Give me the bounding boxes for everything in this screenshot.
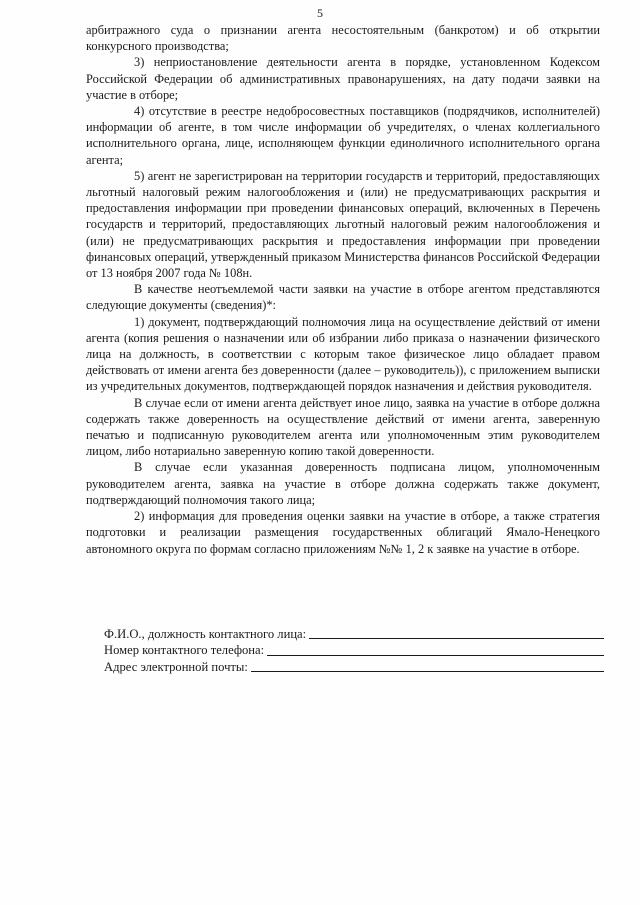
email-line bbox=[251, 659, 604, 672]
paragraph-documents-intro: В качестве неотъемлемой части заявки на участие в отборе агентом представляются следующие документы (сведения)*: bbox=[86, 282, 600, 313]
paragraph-item-5: 5) агент не зарегистрирован на территории государств и территорий, предоставляющих льготный налоговый режим налогообложения и (или) не предусматривающих раскрытия и предоставления информации при проведении финансовых операций, включенных в Перечень государств и территорий, предоставляющих льготный налоговый режим налогообложения и (или) не предусматривающих раскрытия и предоставления информации при проведении финансовых операций, утвержденный приказом Министерства финансов Российской Федерации от 13 ноября 2007 года № 108н. bbox=[86, 168, 600, 281]
email-row bbox=[104, 659, 604, 675]
phone-label: Номер контактного телефона: bbox=[104, 643, 265, 658]
paragraph-document-2: 2) информация для проведения оценки заявки на участие в отборе, а также стратегия подготовки и реализации размещения государственных облигаций Ямало-Ненецкого автономного округа по формам согласно приложениям №№ 1, 2 к заявке на участие в отборе. bbox=[86, 509, 600, 556]
paragraph-item-3: 3) неприостановление деятельности агента в порядке, установленном Кодексом Российской Федерации об административных правонарушениях, на дату подачи заявки на участие в отборе; bbox=[86, 55, 600, 102]
paragraph-bankruptcy: арбитражного суда о признании агента несостоятельным (банкротом) и об открытии конкурсного производства; bbox=[86, 23, 600, 54]
contact-form bbox=[104, 626, 604, 675]
phone-line bbox=[267, 643, 604, 656]
email-label: Адрес электронной почты: bbox=[104, 659, 248, 674]
phone-row bbox=[104, 642, 604, 658]
paragraph-power-of-attorney: В случае если от имени агента действует иное лицо, заявка на участие в отборе должна содержать также доверенность на осуществление действий от имени агента, заверенную печатью и подписанную руководителем агента или уполномоченным этим руководителем лицом, либо нотариально заверенную копию такой доверенности. bbox=[86, 395, 600, 459]
document-body bbox=[86, 22, 600, 557]
contact-name-row bbox=[104, 626, 604, 642]
contact-name-label: Ф.И.О., должность контактного лица: bbox=[104, 627, 307, 641]
contact-name-line bbox=[309, 626, 604, 639]
paragraph-authorized-person: В случае если указанная доверенность подписана лицом, уполномоченным руководителем агента, заявка на участие в отборе должна содержать также документ, подтверждающий полномочия такого лица; bbox=[86, 460, 600, 507]
paragraph-document-1: 1) документ, подтверждающий полномочия лица на осуществление действий от имени агента (копия решения о назначении или об избрании либо приказа о назначении физического лица на должность, в соответствии с которым такое физическое лицо обладает правом действовать от имени агента без доверенности (далее – руководитель)), с приложением выписки из учредительных документов, подтверждающей порядок назначения и действия руководителя. bbox=[86, 314, 600, 394]
page-number: 5 bbox=[317, 6, 323, 20]
paragraph-item-4: 4) отсутствие в реестре недобросовестных поставщиков (подрядчиков, исполнителей) информации об агенте, в том числе информации об учредителях, о членах коллегиального исполнительного органа, лице, исполняющем функции единоличного исполнительного органа агента; bbox=[86, 104, 600, 167]
